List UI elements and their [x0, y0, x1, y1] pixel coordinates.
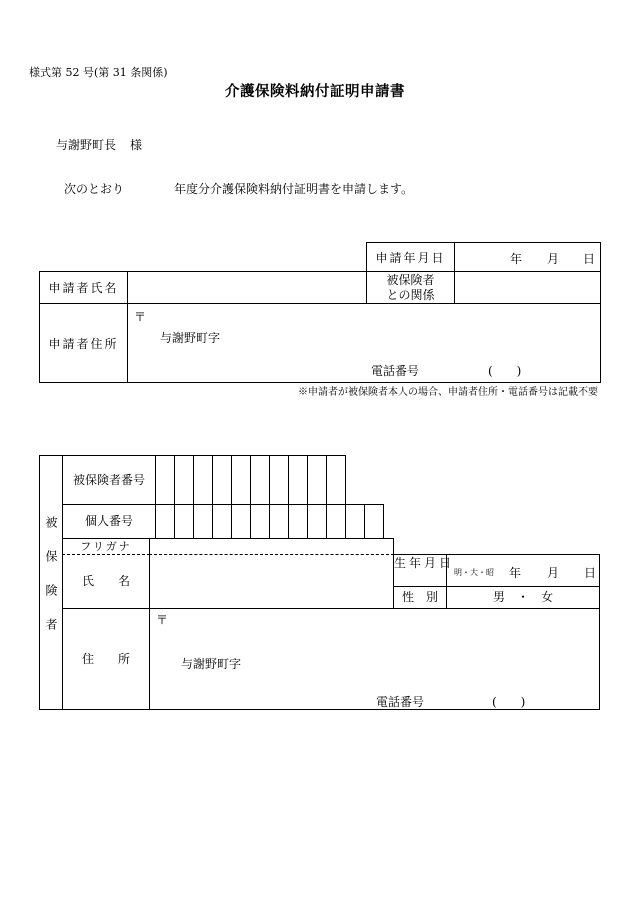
- birth-date-label-text: 生年月日: [394, 556, 455, 570]
- applicant-table: [39, 242, 601, 383]
- address-prefix: 与謝野町字: [160, 331, 221, 345]
- birth-date-field[interactable]: [446, 554, 600, 587]
- personal-number-digit-box[interactable]: [193, 504, 213, 539]
- application-date-field[interactable]: [455, 243, 601, 272]
- personal-number-digit-box[interactable]: [155, 504, 175, 539]
- insured-number-digit-box[interactable]: [174, 455, 194, 505]
- personal-number-digit-box[interactable]: [345, 504, 365, 539]
- furigana-field[interactable]: [149, 538, 394, 555]
- insured-number-digit-box[interactable]: [155, 455, 175, 505]
- gender-options[interactable]: 男 ・ 女: [492, 590, 553, 604]
- birth-eras: 明・大・昭: [454, 568, 494, 577]
- insured-section-label: 被保険者: [44, 516, 58, 652]
- gender-field[interactable]: [446, 586, 600, 609]
- applicant-note: ※申請者が被保険者本人の場合、申請者住所・電話番号は記載不要: [298, 387, 598, 398]
- personal-number-digit-box[interactable]: [231, 504, 251, 539]
- insured-number-label: 被保険者番号: [62, 455, 156, 505]
- birth-month-unit: 月: [547, 566, 560, 580]
- gender-label: 性 別: [393, 586, 447, 609]
- addressee-honorific: 様: [130, 138, 143, 152]
- insured-number-digit-box[interactable]: [326, 455, 346, 505]
- insured-postal-mark: 〒: [156, 613, 169, 627]
- furigana-label: フリガナ: [62, 538, 150, 555]
- phone-parens: ( ): [488, 364, 522, 378]
- relation-label: [367, 272, 455, 304]
- insured-address-label: 住 所: [62, 608, 150, 710]
- personal-number-digit-box[interactable]: [364, 504, 384, 539]
- insured-name-label: 氏 名: [62, 554, 150, 609]
- applicant-name-label: 申請者氏名: [40, 272, 128, 304]
- personal-number-digit-box[interactable]: [250, 504, 270, 539]
- postal-mark: 〒: [134, 310, 147, 324]
- addressee-name: 与謝野町長: [56, 138, 117, 152]
- insured-section-label-box: [39, 455, 63, 710]
- birth-day-unit: 日: [584, 566, 597, 580]
- date-day-unit: 日: [583, 252, 596, 266]
- phone-label: 電話番号: [371, 364, 420, 378]
- personal-number-label: 個人番号: [62, 504, 156, 539]
- insured-phone-parens: ( ): [492, 695, 526, 709]
- personal-number-digit-box[interactable]: [307, 504, 327, 539]
- intro-suffix: 年度分介護保険料納付証明書を申請します。: [174, 182, 414, 196]
- personal-number-digit-box[interactable]: [326, 504, 346, 539]
- addressee: [56, 136, 142, 153]
- birth-date-label: [393, 554, 455, 587]
- applicant-address-field[interactable]: [128, 304, 601, 383]
- insured-address-prefix: 与謝野町字: [181, 657, 242, 671]
- applicant-name-field[interactable]: [128, 272, 367, 304]
- form-number: 様式第 52 号(第 31 条関係): [29, 66, 168, 79]
- applicant-address-label: 申請者住所: [40, 304, 128, 383]
- insured-number-digit-box[interactable]: [269, 455, 289, 505]
- personal-number-digit-box[interactable]: [174, 504, 194, 539]
- personal-number-digit-box[interactable]: [288, 504, 308, 539]
- insured-address-field[interactable]: [149, 608, 600, 710]
- application-date-label: 申請年月日: [367, 243, 455, 272]
- insured-number-digit-box[interactable]: [231, 455, 251, 505]
- insured-name-field[interactable]: [149, 554, 394, 609]
- insured-number-digit-box[interactable]: [288, 455, 308, 505]
- insured-phone-label: 電話番号: [376, 695, 425, 709]
- birth-year-unit: 年: [509, 566, 522, 580]
- relation-label-line1: 被保険者: [386, 272, 435, 287]
- personal-number-digit-box[interactable]: [269, 504, 289, 539]
- insured-number-digit-box[interactable]: [307, 455, 327, 505]
- intro-prefix: 次のとおり: [64, 182, 125, 196]
- date-year-unit: 年: [510, 252, 523, 266]
- form-title: 介護保険料納付証明申請書: [225, 83, 405, 100]
- insured-number-digit-box[interactable]: [250, 455, 270, 505]
- relation-field[interactable]: [455, 272, 601, 304]
- insured-number-digit-box[interactable]: [193, 455, 213, 505]
- personal-number-digit-box[interactable]: [212, 504, 232, 539]
- date-month-unit: 月: [547, 252, 560, 266]
- insured-number-digit-box[interactable]: [212, 455, 232, 505]
- relation-label-line2: との関係: [386, 287, 435, 302]
